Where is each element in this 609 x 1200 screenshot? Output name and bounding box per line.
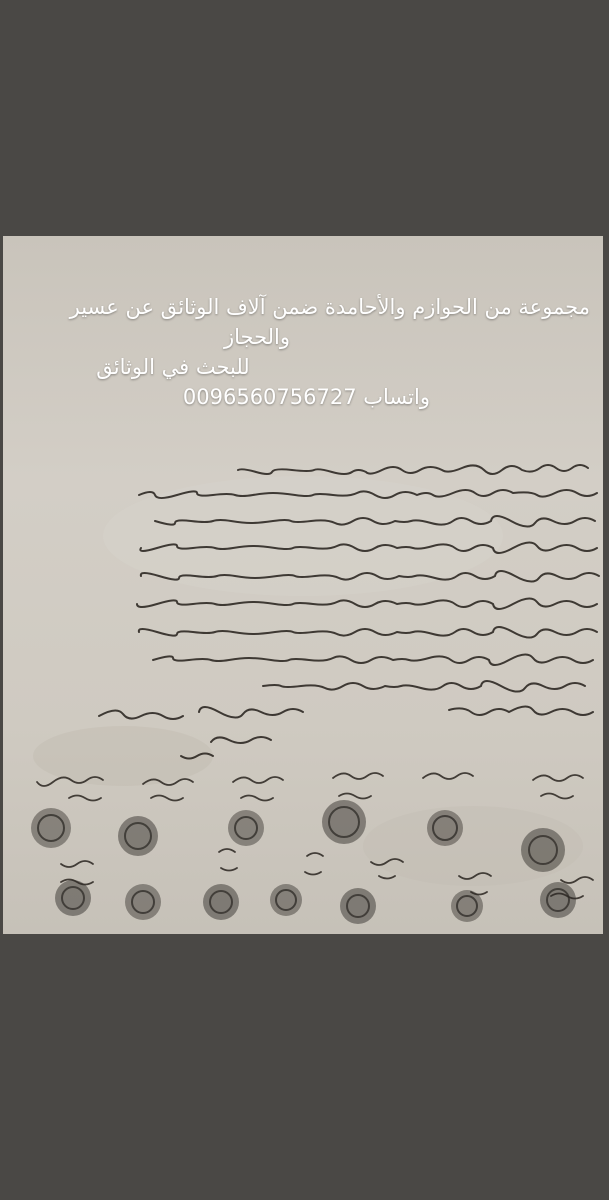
overlay-caption	[8, 292, 600, 412]
caption-whatsapp-contact: واتساب 0096560756727	[182, 385, 430, 409]
caption-title-continuation: والحجاز	[223, 325, 290, 349]
caption-title-line: مجموعة من الحوازم والأحامدة ضمن آلاف الوثائق عن عسير	[69, 295, 590, 319]
caption-search-line: للبحث في الوثائق	[96, 355, 250, 379]
